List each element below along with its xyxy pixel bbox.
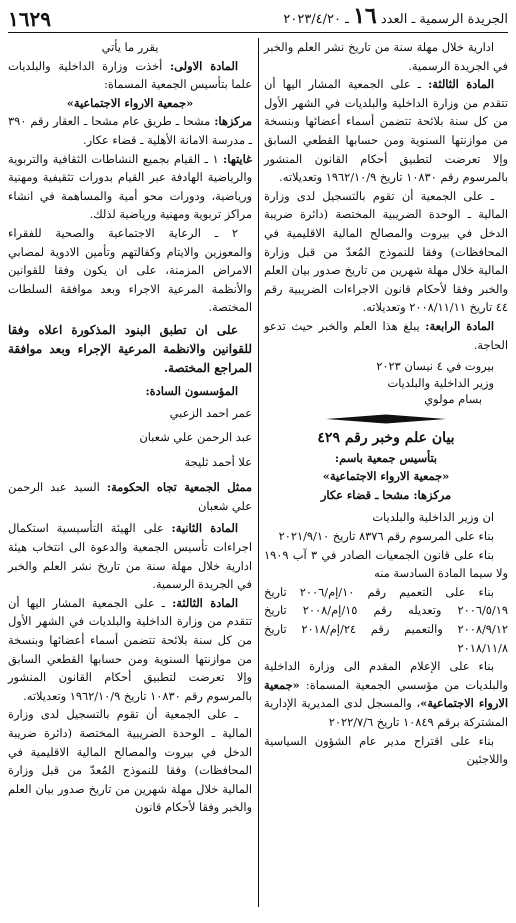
goals-label: غايتها: (223, 151, 252, 166)
article-1 (8, 57, 252, 94)
signature-date: بيروت في ٤ نيسان ٢٠٢٣ (376, 359, 494, 374)
headquarters-label: مركزها: (214, 114, 252, 129)
article-label: المادة الثالثة: (428, 77, 494, 92)
finance-paragraph: ـ على الجمعية أن تقوم بالتسجيل لدى وزارة المالية ـ الوحدة الضريبية المختصة (دائرة ضريبة الدخل في بيروت والمصالح المالية الاقليمية في المحافظات) وفقا للنموذج المُعدّ من قبل وزارة المالية خلال مهلة شهرين من تاريخ صدور بيان العلم والخبر وفقا لأحكام قانون (8, 707, 252, 815)
page-number: ١٦٢٩ (8, 7, 51, 31)
government-representative (8, 478, 252, 515)
basis-text: بناء على الإعلام المقدم الى وزارة الداخلية والبلديات من مؤسسي الجمعية المسماة: (264, 659, 508, 692)
association-name: «جمعية الارواء الاجتماعية» (66, 95, 194, 110)
article-text: على الهيئة التأسيسية استكمال اجراءات تأسيس الجمعية والدعوة الى انتخاب هيئة ادارية خلال مهلة سنة من تاريخ نشر العلم والخبر في الجريدة الرسمية. (8, 521, 252, 592)
basis-2: بناء على قانون الجمعيات الصادر في ٣ آب ١٩٠٩ ولا سيما المادة السادسة منه (264, 547, 508, 581)
article-label: المادة الثانية: (171, 521, 238, 536)
signature-block (264, 358, 508, 408)
basis-4 (264, 657, 508, 731)
notice-association-name: «جمعية الارواء الاجتماعية» (322, 469, 450, 484)
article-text: أخذت وزارة الداخلية والبلديات علما بتأسيس الجمعية المسماة: (8, 58, 252, 92)
notice-title: بيان علم وخبر رقم ٤٢٩ (317, 429, 455, 446)
goal-2: ٢ ـ الرعاية الاجتماعية والصحية للفقراء والمعوزين والايتام وكفالتهم وتأمين الادوية لمصابي الامراض المزمنة، على ان يكون وفقا للقوانين والأنظمة المرعية الاجراء وبعد موافقة السلطات المختصة. (8, 225, 252, 315)
basis-1: بناء على المرسوم رقم ٨٣٧٦ تاريخ ٢٠٢١/٩/١٠ (278, 528, 494, 543)
association-name-inline: «جمعية الارواء الاجتماعية» (264, 677, 508, 711)
left-column (8, 38, 252, 817)
signature-name: بسام مولوي (424, 392, 482, 407)
goals (8, 150, 252, 224)
article-3 (8, 594, 252, 706)
basis-3: بناء على التعميم رقم ١٠/إم/٢٠٠٦ تاريخ ٢٠٠٦/٥/١٩ وتعديله رقم ١٥/إم/٢٠٠٨ تاريخ ٢٠٠٨/٩/١٢ والتعميم رقم ٢٤/إم/٢٠١٨ تاريخ ٢٠١٨/١١/٨ (264, 584, 509, 655)
headquarters-text: مشحا ـ طريق عام مشحا ـ العقار رقم ٣٩٠ ـ مدرسة الامانة الأهلية ـ قضاء عكار. (8, 114, 252, 147)
basis-5: بناء على اقتراح مدير عام الشؤون السياسية واللاجئين (264, 733, 508, 767)
article-label: المادة الاولى: (169, 58, 238, 73)
article-4 (264, 317, 508, 354)
signature-title: وزير الداخلية والبلديات (387, 375, 494, 390)
right-column (264, 38, 508, 769)
notice-subtitle: بتأسيس جمعية باسم: (334, 450, 438, 465)
headquarters (8, 112, 252, 149)
diamond-rule-icon (326, 414, 446, 424)
notice-headquarters: مركزها: مشحا ـ قضاء عكار (320, 487, 452, 502)
decides-heading: يقرر ما يأتي (101, 40, 159, 54)
minister-line: ان وزير الداخلية والبلديات (372, 510, 494, 525)
article-3 (264, 75, 508, 187)
article-label: المادة الثالثة: (172, 595, 238, 610)
page-header (8, 3, 508, 33)
issue-date: ـ ٢٠٢٣/٤/٢٠ (283, 12, 349, 27)
founders-label: المؤسسون السادة: (145, 383, 238, 398)
basis-text: ، والمسجل لدى المديرية الإدارية المشتركة برقم ١٠٨٤٩ تاريخ ٢٠٢٢/٧/٦ (264, 696, 508, 729)
finance-paragraph: ـ على الجمعية أن تقوم بالتسجيل لدى وزارة المالية ـ الوحدة الضريبية المختصة (دائرة ضريبة الدخل في بيروت والمصالح المالية الاقليمية في المحافظات) وفقا للنموذج المُعدّ من قبل وزارة المالية خلال مهلة شهرين من تاريخ صدور بيان العلم والخبر وفقا لأحكام قانون الاجراءات الضريبية رقم ٤٤ تاريخ ٢٠٠٨/١١/١١ وتعديلاته. (264, 188, 508, 315)
founder-3: علا أحمد ثليجة (184, 454, 252, 469)
goals-text: ١ ـ القيام بجميع النشاطات الثقافية والتربوية والرياضية الهادفة عبر القيام بدورات تثقيفية ومهنية ورياضية، ودورات محو أمية والمساهمة في انشاء مراكز تربوية ومهنية ورياضية لذلك. (8, 151, 252, 222)
journal-heading (283, 3, 508, 32)
article-text: ـ على الجمعية المشار اليها أن تتقدم من وزارة الداخلية والبلديات في الشهر الأول من كل سنة بلائحة تتضمن أسماء أعضائها وبنسخة من موازنتها السنوية ومن حسابها القطعي السابق وإلا تعرضت لتطبيق أحكام القانون المنشور بالمرسوم رقم ١٠٨٣٠ تاريخ ١٩٦٢/١٠/٩ وتعديلاته. (8, 595, 252, 703)
representative-text: السيد عبد الرحمن علي شعبان (8, 480, 252, 513)
representative-label: ممثل الجمعية تجاه الحكومة: (106, 480, 252, 495)
issue-number: ١٦ (353, 3, 377, 29)
paragraph: ادارية خلال مهلة سنة من تاريخ نشر العلم والخبر في الجريدة الرسمية. (264, 40, 508, 73)
article-text: يبلغ هذا العلم والخبر حيث تدعو الحاجة. (264, 318, 508, 352)
journal-name: الجريدة الرسمية ـ العدد (380, 12, 508, 27)
article-text: ـ على الجمعية المشار اليها أن تتقدم من وزارة الداخلية والبلديات في الشهر الأول من كل سنة بلائحة تتضمن أسماء أعضائها وبنسخة من موازنتها السنوية ومن حسابها القطعي السابق وإلا تعرضت لتطبيق أحكام القانون المنشور بالمرسوم رقم ١٠٨٣٠ تاريخ ١٩٦٢/١٠/٩ وتعديلاته. (264, 77, 508, 185)
founder-1: عمر احمد الزعبي (169, 405, 252, 420)
column-divider (258, 38, 259, 907)
separator-ornament (264, 414, 508, 424)
bold-note: على ان تطبق البنود المذكورة اعلاه وفقا للقوانين والانظمة المرعية الإجراء وبعد موافقة المراجع المختصة. (8, 322, 252, 375)
founder-2: عبد الرحمن علي شعبان (139, 430, 252, 445)
article-label: المادة الرابعة: (425, 318, 494, 333)
article-2 (8, 519, 252, 593)
